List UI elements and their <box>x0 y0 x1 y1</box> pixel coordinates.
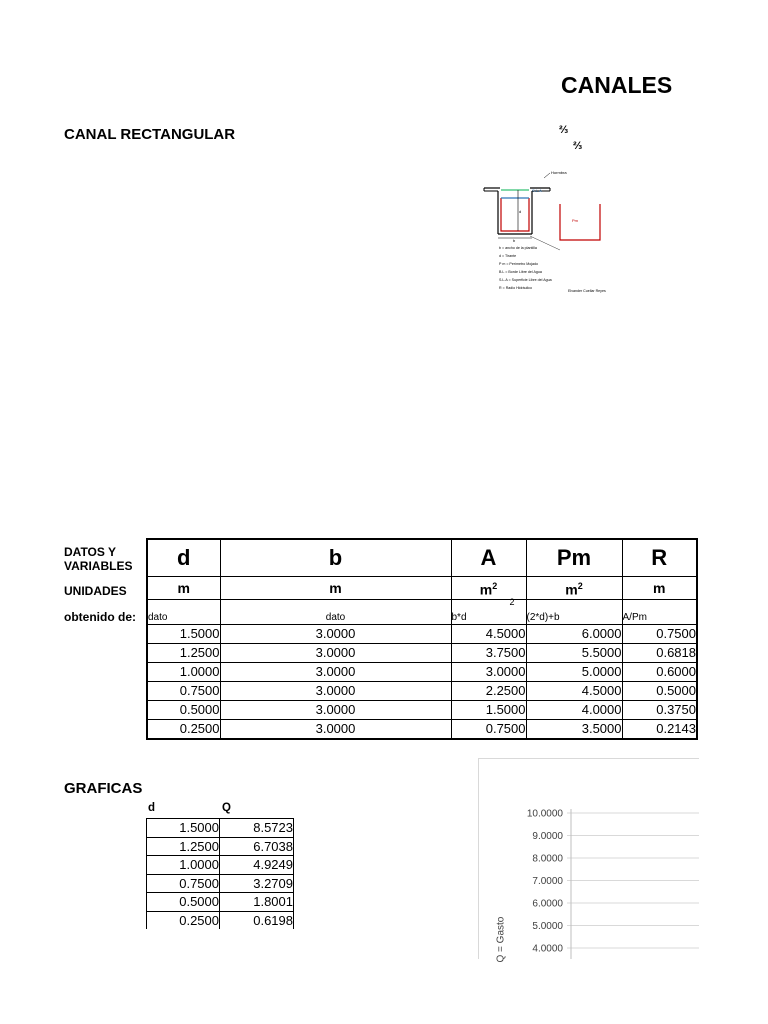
cell-d: 1.2500 <box>147 644 220 663</box>
cell-q: 4.9249 <box>220 856 294 875</box>
cell-d: 1.5000 <box>147 625 220 644</box>
table-row <box>147 911 294 929</box>
cell-b: 3.0000 <box>220 625 451 644</box>
legend-line-3: P m = Perímetro Mojado <box>499 262 538 266</box>
table-row <box>147 663 697 682</box>
table-row <box>147 837 294 856</box>
legend-line-4: B.L = Borde Libre del Agua <box>499 270 542 274</box>
stray-subscript: 2 <box>509 597 515 607</box>
header-pm: Pm <box>526 539 622 577</box>
cell-pm: 4.0000 <box>526 701 622 720</box>
diagram-label-hormbra: Hormbra <box>551 170 567 175</box>
formula-fraction-2: ⅔ <box>573 140 583 152</box>
header-a: A <box>451 539 526 577</box>
cell-q: 8.5723 <box>220 819 294 838</box>
cell-a: 3.7500 <box>451 644 526 663</box>
formula-fraction-1: ⅔ <box>559 124 569 136</box>
header-r: R <box>622 539 697 577</box>
cell-d: 1.0000 <box>147 663 220 682</box>
cell-pm: 5.0000 <box>526 663 622 682</box>
cell-r: 0.5000 <box>622 682 697 701</box>
cell-pm: 5.5000 <box>526 644 622 663</box>
table-row <box>147 893 294 912</box>
legend-line-2: d = Tirante <box>499 254 517 258</box>
cell-d: 0.7500 <box>147 874 220 893</box>
unit-a-superscript: 2 <box>492 581 498 592</box>
cell-pm: 3.5000 <box>526 720 622 740</box>
diagram-label-pm: Pm <box>572 218 578 223</box>
cell-d: 0.7500 <box>147 682 220 701</box>
table-row <box>147 856 294 875</box>
q-vs-d-chart <box>478 758 699 963</box>
table-row <box>147 720 697 740</box>
channel-data-table <box>146 538 698 740</box>
diagram-label-d: d <box>519 209 522 214</box>
cell-b: 3.0000 <box>220 720 451 740</box>
cell-d: 1.0000 <box>147 856 220 875</box>
header-b: b <box>220 539 451 577</box>
cell-r: 0.7500 <box>622 625 697 644</box>
cell-b: 3.0000 <box>220 682 451 701</box>
unit-pm-superscript: 2 <box>577 581 583 592</box>
cell-r: 0.6818 <box>622 644 697 663</box>
source-r: A/Pm <box>622 600 697 625</box>
unit-pm: $m^2$ <box>526 577 622 600</box>
cell-q: 1.8001 <box>220 893 294 912</box>
cell-a: 4.5000 <box>451 625 526 644</box>
cell-q: 0.6198 <box>220 911 294 929</box>
legend-line-5: S.L.A = Superficie Libre del Agua <box>499 278 552 282</box>
cell-a: 1.5000 <box>451 701 526 720</box>
table-row <box>147 625 697 644</box>
cell-d: 0.5000 <box>147 701 220 720</box>
cell-d: 1.5000 <box>147 819 220 838</box>
chart-y-axis-title: Q = Gasto <box>495 916 507 963</box>
chart-y-tick-label: 7.0000 <box>532 876 563 887</box>
unit-d: m <box>147 577 220 600</box>
cell-d: 0.2500 <box>147 911 220 929</box>
chart-y-tick-label: 8.0000 <box>532 853 563 865</box>
cell-d: 0.5000 <box>147 893 220 912</box>
cell-b: 3.0000 <box>220 644 451 663</box>
cell-a: 0.7500 <box>451 720 526 740</box>
label-datos-variables: DATOS Y VARIABLES <box>64 545 133 573</box>
section-title: CANAL RECTANGULAR <box>64 126 236 143</box>
cell-d: 0.2500 <box>147 720 220 740</box>
channel-diagram <box>482 168 612 296</box>
label-unidades: UNIDADES <box>64 584 127 598</box>
unit-a: $m^2$ 2 <box>451 577 526 600</box>
table-row <box>147 701 697 720</box>
diagram-label-b: b <box>513 238 516 243</box>
page-title: CANALES <box>561 72 673 98</box>
d-q-table <box>146 818 294 929</box>
unit-b: m <box>220 577 451 600</box>
chart-y-tick-label: 10.0000 <box>526 808 563 820</box>
cell-pm: 4.5000 <box>526 682 622 701</box>
legend-line-6: R = Radio Hidráulico <box>499 286 533 290</box>
source-b: dato <box>220 600 451 625</box>
diagram-author: Elvander Cuellar Reyes <box>568 289 606 293</box>
graficas-header-q: Q <box>222 802 231 814</box>
graficas-header-d: d <box>148 802 156 814</box>
table-row <box>147 874 294 893</box>
chart-plot-area <box>479 759 699 963</box>
table-row <box>147 819 294 838</box>
cell-a: 3.0000 <box>451 663 526 682</box>
cell-q: 3.2709 <box>220 874 294 893</box>
header-d: d <box>147 539 220 577</box>
table-row <box>147 644 697 663</box>
chart-y-tick-label: 6.0000 <box>532 898 563 910</box>
table-row <box>147 682 697 701</box>
cell-b: 3.0000 <box>220 663 451 682</box>
cell-r: 0.2143 <box>622 720 697 740</box>
chart-y-tick-label: 4.0000 <box>532 943 563 955</box>
legend-line-1: b = ancho de la plantilla <box>499 246 537 250</box>
cell-pm: 6.0000 <box>526 625 622 644</box>
cell-q: 6.7038 <box>220 837 294 856</box>
source-a: b*d <box>451 600 526 625</box>
chart-y-tick-label: 9.0000 <box>532 831 563 842</box>
cell-r: 0.6000 <box>622 663 697 682</box>
source-d: dato <box>147 600 220 625</box>
graficas-title: GRAFICAS <box>64 780 143 797</box>
cell-r: 0.3750 <box>622 701 697 720</box>
label-obtenido: obtenido de: <box>64 610 136 624</box>
source-pm: (2*d)+b <box>526 600 622 625</box>
cell-b: 3.0000 <box>220 701 451 720</box>
cell-a: 2.2500 <box>451 682 526 701</box>
chart-y-tick-label: 5.0000 <box>532 921 563 932</box>
unit-r: m <box>622 577 697 600</box>
cell-d: 1.2500 <box>147 837 220 856</box>
diagram-label-sla: S.L.A <box>532 188 542 193</box>
